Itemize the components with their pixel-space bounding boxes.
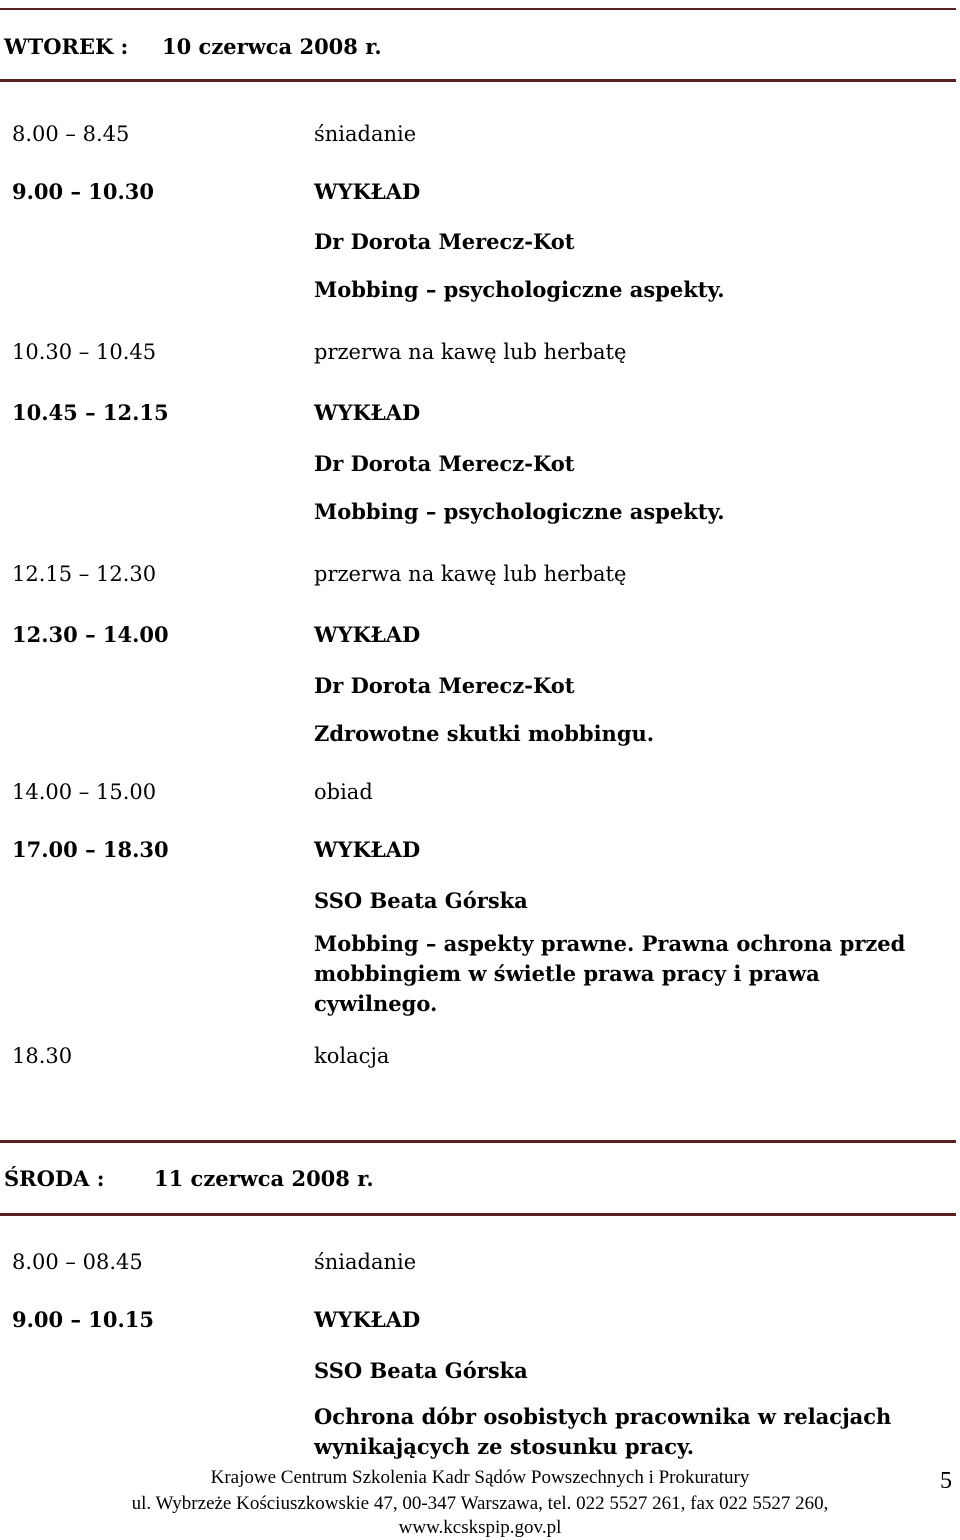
day2-date: 11 czerwca 2008 r.: [154, 1166, 374, 1191]
lecture-topic: Mobbing – psychologiczne aspekty.: [314, 499, 725, 524]
activity: kolacja: [314, 1044, 390, 1068]
time-slot: 9.00 – 10.15: [12, 1307, 155, 1332]
time-slot: 9.00 – 10.30: [12, 179, 155, 204]
footer-website: www.kcskspip.gov.pl: [398, 1517, 562, 1538]
footer-institution: Krajowe Centrum Szkolenia Kadr Sądów Powszechnych i Prokuratury: [210, 1467, 750, 1488]
day2-top-rule: [0, 1140, 956, 1143]
page-number: 5: [940, 1468, 952, 1494]
day2-name: ŚRODA :: [4, 1166, 105, 1191]
lecture-topic: Zdrowotne skutki mobbingu.: [314, 721, 655, 746]
day1-name: WTOREK :: [4, 34, 129, 59]
time-slot: 17.00 – 18.30: [12, 837, 169, 862]
activity: obiad: [314, 780, 373, 804]
lecturer: Dr Dorota Merecz-Kot: [314, 229, 575, 254]
time-slot: 12.15 – 12.30: [12, 562, 157, 586]
time-slot: 10.45 – 12.15: [12, 400, 169, 425]
day1-header-rule: [0, 79, 956, 82]
lecture-topic: Ochrona dóbr osobistych pracownika w relacjach wynikających ze stosunku pracy.: [314, 1404, 892, 1459]
activity: przerwa na kawę lub herbatę: [314, 340, 627, 364]
activity: śniadanie: [314, 122, 417, 146]
activity: przerwa na kawę lub herbatę: [314, 562, 627, 586]
day1-date: 10 czerwca 2008 r.: [162, 34, 382, 59]
activity: WYKŁAD: [314, 622, 421, 647]
time-slot: 10.30 – 10.45: [12, 340, 157, 364]
lecturer: Dr Dorota Merecz-Kot: [314, 673, 575, 698]
time-slot: 18.30: [12, 1044, 73, 1068]
activity: śniadanie: [314, 1250, 417, 1274]
time-slot: 8.00 – 08.45: [12, 1250, 143, 1274]
activity: WYKŁAD: [314, 400, 421, 425]
lecture-topic: Mobbing – psychologiczne aspekty.: [314, 277, 725, 302]
footer-address: ul. Wybrzeże Kościuszkowskie 47, 00-347 Warszawa, tel. 022 5527 261, fax 022 5527 260,: [131, 1493, 829, 1514]
activity: WYKŁAD: [314, 179, 421, 204]
time-slot: 8.00 – 8.45: [12, 122, 130, 146]
lecturer: SSO Beata Górska: [314, 1358, 528, 1383]
lecture-topic: Mobbing – aspekty prawne. Prawna ochrona przed mobbingiem w świetle prawa pracy i prawa cywilnego.: [314, 931, 906, 1016]
activity: WYKŁAD: [314, 837, 421, 862]
top-rule: [0, 8, 956, 10]
activity: WYKŁAD: [314, 1307, 421, 1332]
time-slot: 14.00 – 15.00: [12, 780, 157, 804]
day2-header-rule: [0, 1213, 956, 1216]
lecturer: SSO Beata Górska: [314, 888, 528, 913]
time-slot: 12.30 – 14.00: [12, 622, 169, 647]
lecturer: Dr Dorota Merecz-Kot: [314, 451, 575, 476]
